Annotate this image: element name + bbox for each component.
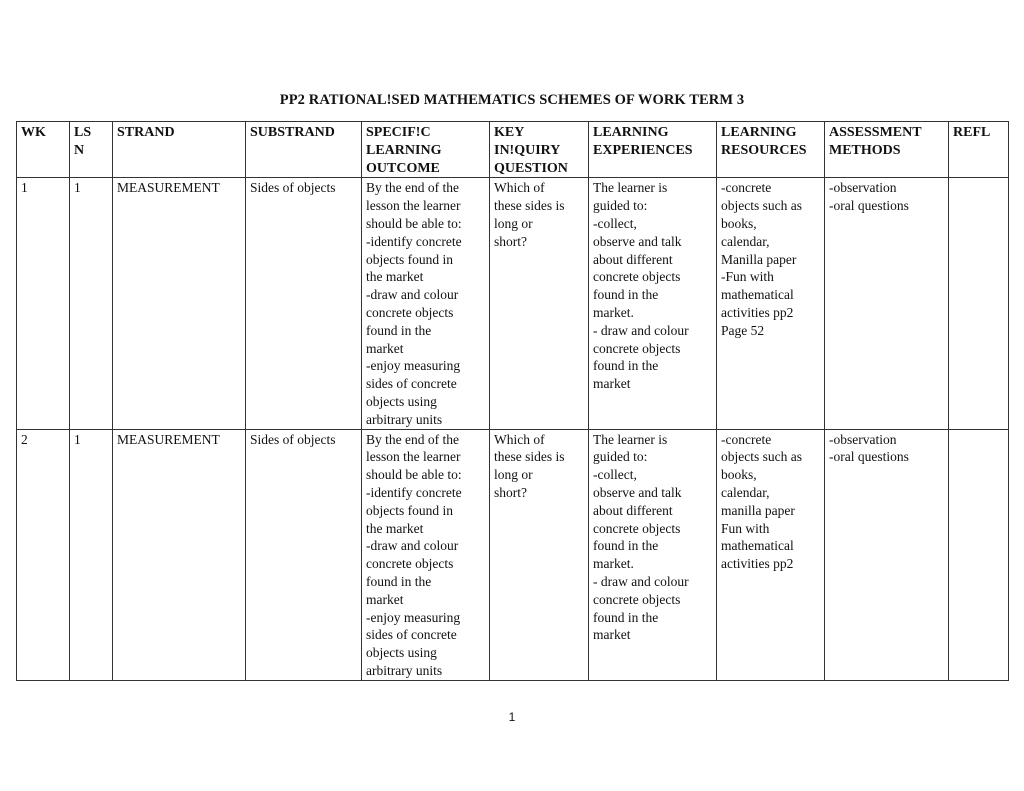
cell-learning-experiences: The learner is guided to: -collect, observe and talk about different concrete objects found in the market. - draw and colour concrete objects found in the market [589, 178, 717, 429]
cell-assessment-methods: -observation -oral questions [825, 429, 949, 680]
cell-learning-experiences: The learner is guided to: -collect, observe and talk about different concrete objects found in the market. - draw and colour concrete objects found in the market [589, 429, 717, 680]
page-number: 1 [508, 710, 516, 724]
header-key-inquiry-question: KEY IN!QUIRY QUESTION [490, 122, 589, 178]
cell-substrand: Sides of objects [246, 429, 362, 680]
document-title: PP2 RATIONAL!SED MATHEMATICS SCHEMES OF WORK TERM 3 [279, 92, 745, 108]
cell-wk: 1 [17, 178, 70, 429]
cell-assessment-methods: -observation -oral questions [825, 178, 949, 429]
cell-lsn: 1 [70, 429, 113, 680]
header-lsn: LS N [70, 122, 113, 178]
header-substrand: SUBSTRAND [246, 122, 362, 178]
cell-learning-outcome: By the end of the lesson the learner should be able to: -identify concrete objects found in the market -draw and colour concrete objects found in the market -enjoy measuring sides of concrete objects using arbitrary units [362, 429, 490, 680]
header-row [17, 122, 1009, 178]
cell-lsn: 1 [70, 178, 113, 429]
cell-substrand: Sides of objects [246, 178, 362, 429]
header-reflection: REFL [949, 122, 1009, 178]
scheme-of-work-table [16, 121, 1009, 681]
table-row [17, 429, 1009, 680]
cell-learning-outcome: By the end of the lesson the learner should be able to: -identify concrete objects found in the market -draw and colour concrete objects found in the market -enjoy measuring sides of concrete objects using arbitrary units [362, 178, 490, 429]
cell-key-inquiry-question: Which of these sides is long or short? [490, 429, 589, 680]
cell-learning-resources: -concrete objects such as books, calendar, Manilla paper -Fun with mathematical activities pp2 Page 52 [717, 178, 825, 429]
cell-key-inquiry-question: Which of these sides is long or short? [490, 178, 589, 429]
cell-learning-resources: -concrete objects such as books, calendar, manilla paper Fun with mathematical activities pp2 [717, 429, 825, 680]
header-wk: WK [17, 122, 70, 178]
header-strand: STRAND [113, 122, 246, 178]
header-learning-outcome: SPECIF!C LEARNING OUTCOME [362, 122, 490, 178]
header-learning-resources: LEARNING RESOURCES [717, 122, 825, 178]
table-row [17, 178, 1009, 429]
cell-wk: 2 [17, 429, 70, 680]
cell-reflection [949, 178, 1009, 429]
header-assessment-methods: ASSESSMENT METHODS [825, 122, 949, 178]
cell-reflection [949, 429, 1009, 680]
header-learning-experiences: LEARNING EXPERIENCES [589, 122, 717, 178]
cell-strand: MEASUREMENT [113, 178, 246, 429]
cell-strand: MEASUREMENT [113, 429, 246, 680]
